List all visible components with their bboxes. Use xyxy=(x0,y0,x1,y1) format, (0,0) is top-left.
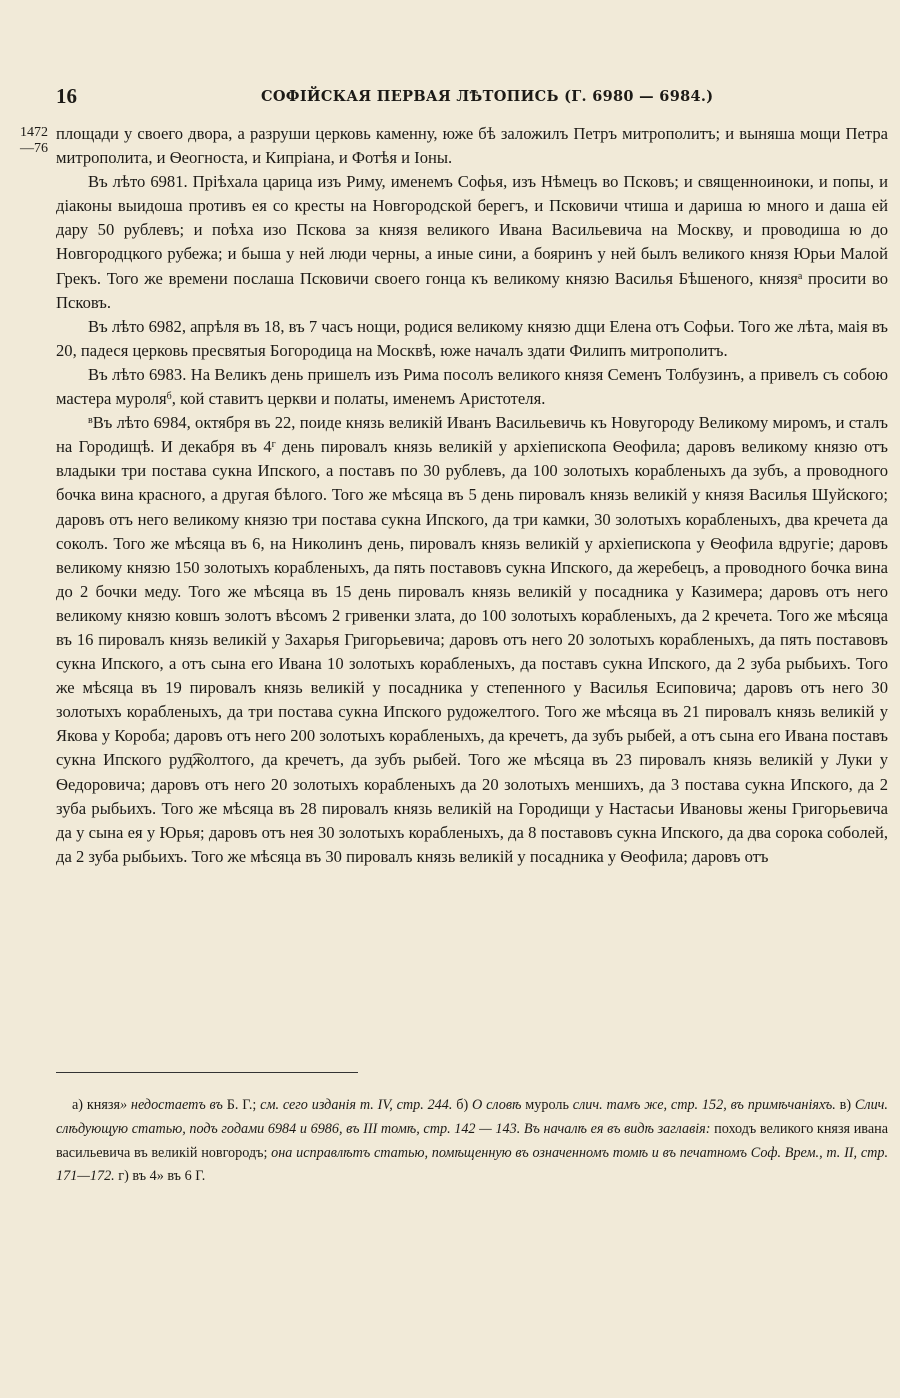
margin-year-start: 1472 xyxy=(20,125,48,140)
footnote-ref-b[interactable]: б xyxy=(166,391,172,403)
footnote-ref-a[interactable]: а xyxy=(797,270,803,282)
footnote-v-label: в) xyxy=(835,1097,855,1113)
page-number: 16 xyxy=(56,84,77,108)
footnote-a-label: а) князя xyxy=(72,1097,120,1113)
paragraph-6983: Въ лѣто 6983. На Великъ день пришелъ изъ Рима посолъ великого князя Семенъ Толбузинъ, а привелъ съ собою мастера муроля$^б$, кой ставитъ церкви и полаты, именемъ Аристотеля. xyxy=(56,364,888,409)
page-header xyxy=(56,84,878,110)
running-head: СОФІЙСКАЯ ПЕРВАЯ ЛѢТОПИСЬ (Г. 6980 — 6984.) xyxy=(261,88,714,105)
footnote-ref-g[interactable]: г xyxy=(271,439,276,451)
margin-year-end: —76 xyxy=(20,141,48,156)
paragraph-6982: Въ лѣто 6982, апрѣля въ 18, въ 7 часъ нощи, родися великому князю дщи Елена отъ Софьи. Того же лѣта, маія въ 20, падеся церковь пресвятыя Богородица на Москвѣ, юже началъ здати Филипъ митрополитъ. xyxy=(56,316,888,360)
footnote-b-label: б) xyxy=(452,1097,473,1113)
paragraph-6981: Въ лѣто 6981. Пріѣхала царица изъ Риму, именемъ Софья, изъ Нѣмецъ во Псковъ; и священноиноки, и попы, и діаконы выидоша противъ ея со кресты на Новгородской берегъ, и Псковичи чтиша и дариша ю много и даша ей дару 50 рублевъ; и поѣха изо Пскова за князя великого Ивана Васильевича на Москву, и проводиша ю до Новгородцкого рубежа; и быша у ней люди черны, а иные сини, а бояринъ у ней былъ великого князя Юрьи Малой Грекъ. Того же времени послаша Псковичи своего гонца къ великому князю Василья Бѣшеного, князя$^а$ просити во Псковъ. xyxy=(56,172,888,312)
paragraph-6984: $^в$Въ лѣто 6984, октября въ 22, поиде князь великій Иванъ Васильевичь къ Новугороду Великому миромъ, и сталъ на Городищѣ. И декабря въ $4^г$ день пировалъ князь великій у архіепископа Ѳеофила; даровъ великому князю отъ владыки три постава сукна Ипского, а поставъ по 30 рублевъ, да 100 золотыхъ корабленыхъ да зубъ, а проводного бочка вина красного, а другая бѣлого. Того же мѣсяца въ 5 день пировалъ князь великій у князя Василья Шуйского; даровъ отъ него великому князю три постава сукна Ипского, да три камки, 30 золотыхъ корабленыхъ, два кречета да соколъ. Того же мѣсяца въ 6, на Николинъ день, пировалъ князь великій у архіепископа у Ѳеофила вдругіе; даровъ великому князю 150 золотыхъ корабленыхъ, да пять поставовъ сукна Ипского, да жеребецъ, а проводного бочка вина до 2 бочки меду. Того же мѣсяца въ 15 день пировалъ князь великій у посадника у Казимера; даровъ отъ него великому князю ковшъ золотъ вѣсомъ 2 гривенки злата, до 100 золотыхъ корабленыхъ, да 2 кречета. Того же мѣсяца въ 16 пировалъ князь великій у Захарья Григорьевича; даровъ отъ него 20 золотыхъ корабленыхъ, да пять поставовъ сукна Ипского, а отъ сына его Ивана 10 золотыхъ корабленыхъ, да поставъ сукна Ипского, да 2 зуба рыбьихъ. Того же мѣсяца въ 19 пировалъ князь великій у посадника у степенного у Василья Есиповича; даровъ отъ него 30 золотыхъ корабленыхъ, да три постава сукна Ипского рудожелтого. Того же мѣсяца въ 21 пировалъ князь великій у Якова у Короба; даровъ отъ него 200 золотыхъ корабленыхъ, да кречетъ, да зубъ рыбей, а отъ сына его Ивана поставъ сукна Ипского руд͡жолтого, да кречетъ, да зубъ рыбей. Того же мѣсяца въ 23 пировалъ князь великій у Луки у Ѳедоровича; даровъ отъ него 20 золотыхъ корабленыхъ да 20 золотыхъ меншихъ, да 3 постава сукна Ипского, да 2 зуба рыбьихъ. Того же мѣсяца въ 28 пировалъ князь великій на Городищи у Настасьи Ивановы жены Григорьевича да у сына ея у Юрья; даровъ отъ нея 30 золотыхъ корабленыхъ, да 8 поставовъ сукна Ипского, да два сорока соболей, да 2 зуба рыбьихъ. Того же мѣсяца въ 30 пировалъ князь великій у посадника у Ѳеофила; даровъ отъ xyxy=(56,413,888,866)
paragraph-continuation: площади у своего двора, а разруши церковь каменну, юже бѣ заложилъ Петръ митрополитъ; и выняша мощи Петра митрополита, и Ѳеогноста, и Кипріана, и Фотѣя и Іоны. xyxy=(56,124,888,168)
footnotes xyxy=(56,1094,888,1189)
margin-year-range xyxy=(20,125,60,157)
footnote-block: а) князя» недостаетъ въ Б. Г.; см. сего изданія т. IV, стр. 244. б) О словѣ муроль слич. тамъ же, стр. 152, въ примѣчаніяхъ. в) Слич. слѣдующую статью, подъ годами 6984 и 6986, въ III томѣ, стр. 142 — 143. Въ началѣ ея въ видѣ заглавія: походъ великого князя ивана васильевича въ великій новгородъ; она исправлѣтъ статью, помѣщенную въ означенномъ томѣ и въ печатномъ Соф. Врем., т. II, стр. 171—172. г) въ 4» въ 6 Г. xyxy=(56,1097,888,1185)
footnote-divider xyxy=(56,1072,358,1073)
footnote-g-label: г) xyxy=(114,1168,133,1185)
footnote-ref-v[interactable]: в xyxy=(88,415,93,427)
chronicle-text xyxy=(56,122,888,869)
